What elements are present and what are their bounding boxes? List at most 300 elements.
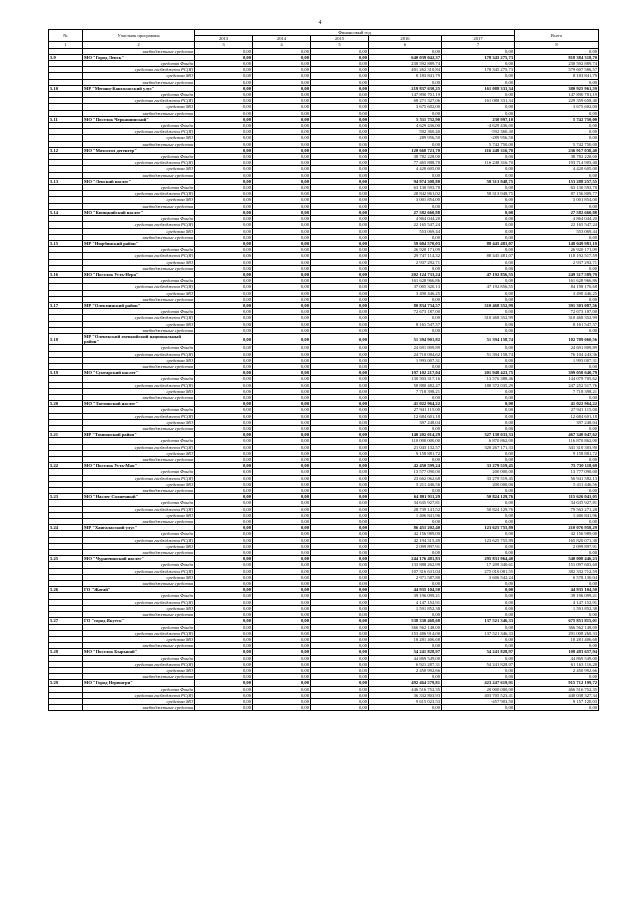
amount-cell: 0,00: [515, 265, 599, 271]
total-amount-cell: 42 450 599,24: [369, 463, 442, 469]
amount-cell: 0,00: [253, 394, 311, 400]
funding-source-label: внебюджетные средства: [83, 394, 195, 400]
total-amount-cell: 0,00: [442, 587, 515, 593]
amount-cell: 0,00: [442, 705, 515, 711]
amount-cell: 34 635 927,81: [515, 500, 599, 506]
amount-cell: 0,00: [253, 643, 311, 649]
amount-cell: 0,00: [311, 692, 369, 698]
funding-source-label: внебюджетные средства: [83, 612, 195, 618]
amount-cell: 72 673 187,00: [369, 309, 442, 315]
funding-source-label: средства МО: [83, 357, 195, 363]
header-year-2015: 2015: [311, 36, 369, 42]
total-amount-cell: 0,00: [253, 432, 311, 438]
amount-cell: 8 161 547,57: [515, 321, 599, 327]
amount-cell: 0,00: [195, 469, 253, 475]
total-amount-cell: 0,00: [253, 649, 311, 655]
amount-cell: 4 420 605,00: [515, 166, 599, 172]
amount-cell: 4 629 436,00: [369, 123, 442, 129]
amount-cell: 0,00: [442, 185, 515, 191]
amount-cell: 0,00: [442, 309, 515, 315]
amount-cell: 4 420 605,00: [369, 166, 442, 172]
funding-source-label: внебюджетные средства: [83, 519, 195, 525]
funding-source-label: средства МО: [83, 388, 195, 394]
row-number: 5.17: [49, 302, 83, 308]
amount-cell: 2 937 292,71: [369, 259, 442, 265]
amount-cell: 38 782 228,00: [515, 154, 599, 160]
amount-cell: 193 714 905,40: [515, 160, 599, 166]
amount-cell: 0,00: [195, 185, 253, 191]
funding-source-label: средства Фонда: [83, 278, 195, 284]
total-amount-cell: 108 483 657,94: [515, 649, 599, 655]
participant-name: МО "Поселок Бырынай": [83, 649, 195, 655]
amount-cell: 0,00: [253, 605, 311, 611]
amount-cell: 0,00: [253, 630, 311, 636]
funding-source-label: средства госбюджета РС(Я): [83, 253, 195, 259]
total-amount-cell: 675 851 815,01: [515, 618, 599, 624]
funding-source-label: средства госбюджета РС(Я): [83, 382, 195, 388]
amount-cell: 118 192 517,59: [515, 253, 599, 259]
total-amount-cell: 140 202 014,29: [369, 432, 442, 438]
amount-cell: 0,00: [369, 363, 442, 369]
total-amount-cell: 327 138 033,33: [442, 432, 515, 438]
amount-cell: 0,00: [195, 92, 253, 98]
amount-cell: 0,00: [195, 363, 253, 369]
amount-cell: 0,00: [195, 222, 253, 228]
total-amount-cell: 0,00: [253, 240, 311, 246]
funding-source-label: внебюджетные средства: [83, 488, 195, 494]
amount-cell: 0,00: [195, 265, 253, 271]
amount-cell: 0,00: [311, 172, 369, 178]
amount-cell: 0,00: [195, 135, 253, 141]
amount-cell: 51 394 158,74: [442, 351, 515, 357]
amount-cell: 0,00: [253, 562, 311, 568]
amount-cell: 178 345 275,73: [442, 67, 515, 73]
amount-cell: 0,00: [195, 166, 253, 172]
amount-cell: 0,00: [369, 612, 442, 618]
amount-cell: 0,00: [442, 79, 515, 85]
funding-source-label: средства госбюджета РС(Я): [83, 315, 195, 321]
total-amount-cell: 0,00: [311, 271, 369, 277]
funding-source-label: средства Фонда: [83, 686, 195, 692]
amount-cell: 0,00: [311, 110, 369, 116]
total-amount-cell: 94 974 308,80: [369, 178, 442, 184]
amount-cell: 0,00: [442, 488, 515, 494]
amount-cell: 0,00: [195, 550, 253, 556]
total-amount-cell: 0,00: [195, 556, 253, 562]
amount-cell: 22 165 547,24: [369, 222, 442, 228]
amount-cell: 0,00: [195, 488, 253, 494]
funding-source-label: средства госбюджета РС(Я): [83, 98, 195, 104]
amount-cell: 0,00: [253, 73, 311, 79]
amount-cell: 54 241 828,97: [442, 661, 515, 667]
funding-source-label: внебюджетные средства: [83, 79, 195, 85]
total-amount-cell: 0,00: [195, 494, 253, 500]
funding-source-label: внебюджетные средства: [83, 48, 195, 54]
amount-cell: 0,00: [369, 265, 442, 271]
amount-cell: 0,00: [442, 197, 515, 203]
amount-cell: 0,00: [515, 79, 599, 85]
amount-cell: 79 563 271,28: [515, 506, 599, 512]
amount-cell: 0,00: [253, 160, 311, 166]
amount-cell: 0,00: [311, 500, 369, 506]
amount-cell: 0,00: [311, 457, 369, 463]
amount-cell: 0,00: [311, 216, 369, 222]
amount-cell: 0,00: [195, 357, 253, 363]
amount-cell: 0,00: [442, 636, 515, 642]
amount-cell: 0,00: [253, 234, 311, 240]
amount-cell: 230 592 889,74: [515, 61, 599, 67]
amount-cell: 0,00: [195, 141, 253, 147]
amount-cell: 0,00: [253, 247, 311, 253]
amount-cell: 0,00: [195, 216, 253, 222]
amount-cell: 0,00: [311, 67, 369, 73]
amount-cell: 87 156 809,77: [515, 191, 599, 197]
total-amount-cell: 41 022 964,22: [369, 401, 442, 407]
amount-cell: 22 165 547,24: [515, 222, 599, 228]
amount-cell: 0,00: [253, 686, 311, 692]
amount-cell: 9 615 023,53: [369, 698, 442, 704]
col-index-8: 8: [515, 42, 599, 48]
amount-cell: 0,00: [253, 661, 311, 667]
funding-source-label: средства Фонда: [83, 309, 195, 315]
amount-cell: 0,00: [311, 667, 369, 673]
amount-cell: 0,00: [195, 309, 253, 315]
amount-cell: 0,00: [195, 123, 253, 129]
amount-cell: 0,00: [311, 351, 369, 357]
total-amount-cell: 467 340 047,62: [515, 432, 599, 438]
funding-source-label: средства Фонда: [83, 61, 195, 67]
total-amount-cell: 137 521 346,33: [442, 618, 515, 624]
amount-cell: 366 562 148,00: [369, 624, 442, 630]
funding-source-label: средства Фонда: [83, 154, 195, 160]
participant-row: [49, 333, 599, 344]
funding-source-label: средства госбюджета РС(Я): [83, 351, 195, 357]
amount-cell: 0,00: [253, 61, 311, 67]
funding-source-label: средства госбюджета РС(Я): [83, 537, 195, 543]
amount-cell: 0,00: [195, 73, 253, 79]
participant-name: ГО "город Якутск": [83, 618, 195, 624]
amount-cell: 0,00: [253, 655, 311, 661]
total-amount-cell: 540 008 446,23: [515, 556, 599, 562]
amount-cell: 0,00: [311, 550, 369, 556]
amount-cell: 0,00: [195, 129, 253, 135]
total-amount-cell: 0,00: [195, 271, 253, 277]
amount-cell: 403 705 523,41: [442, 692, 515, 698]
amount-cell: 0,00: [195, 705, 253, 711]
total-amount-cell: 0,00: [311, 116, 369, 122]
amount-cell: 0,00: [195, 568, 253, 574]
amount-cell: 0,00: [195, 382, 253, 388]
participant-name: МР "Хангаласский улус": [83, 525, 195, 531]
amount-cell: 0,00: [515, 234, 599, 240]
amount-cell: 0,00: [311, 296, 369, 302]
funding-source-label: внебюджетные средства: [83, 327, 195, 333]
funding-source-label: средства Фонда: [83, 562, 195, 568]
total-amount-cell: 818 384 318,70: [515, 54, 599, 60]
amount-cell: 0,00: [442, 407, 515, 413]
amount-cell: 0,00: [442, 426, 515, 432]
participant-name: МО "Чурапчинский наслег": [83, 556, 195, 562]
amount-cell: 0,00: [195, 426, 253, 432]
total-amount-cell: 201 948 423,75: [442, 370, 515, 376]
total-amount-cell: 102 789 060,56: [515, 333, 599, 344]
funding-source-label: внебюджетные средства: [83, 141, 195, 147]
funding-source-label: средства госбюджета РС(Я): [83, 599, 195, 605]
amount-cell: 0,00: [195, 661, 253, 667]
amount-cell: 0,00: [369, 48, 442, 54]
funding-source-label: средства госбюджета РС(Я): [83, 506, 195, 512]
total-amount-cell: 0,00: [195, 85, 253, 91]
amount-cell: 68 271 327,06: [369, 98, 442, 104]
amount-cell: 0,00: [442, 531, 515, 537]
amount-cell: 0,00: [195, 686, 253, 692]
amount-cell: 28 842 861,02: [369, 191, 442, 197]
amount-cell: 0,00: [253, 259, 311, 265]
amount-cell: 0,00: [311, 574, 369, 580]
amount-cell: 0,00: [253, 253, 311, 259]
col-index-4: 4: [253, 42, 311, 48]
amount-cell: 0,00: [311, 599, 369, 605]
total-amount-cell: 915 712 199,72: [515, 680, 599, 686]
amount-cell: 26 920 171,09: [369, 247, 442, 253]
amount-cell: 0,00: [195, 605, 253, 611]
amount-cell: 1 406 841,96: [369, 512, 442, 518]
amount-cell: 200 000,00: [442, 481, 515, 487]
amount-cell: 116 248 316,70: [442, 160, 515, 166]
amount-cell: 0,00: [253, 321, 311, 327]
amount-cell: 0,00: [253, 537, 311, 543]
funding-source-label: средства МО: [83, 543, 195, 549]
funding-source-label: средства МО: [83, 321, 195, 327]
total-amount-cell: 0,00: [195, 649, 253, 655]
amount-cell: 29 747 114,32: [369, 253, 442, 259]
amount-cell: 0,00: [515, 203, 599, 209]
total-amount-cell: 0,00: [311, 370, 369, 376]
amount-cell: 230 592 889,74: [369, 61, 442, 67]
total-amount-cell: 75 730 118,69: [515, 463, 599, 469]
amount-cell: 0,00: [442, 172, 515, 178]
amount-cell: 0,00: [195, 284, 253, 290]
amount-cell: 0,00: [195, 581, 253, 587]
amount-cell: 0,00: [442, 290, 515, 296]
amount-cell: 0,00: [442, 543, 515, 549]
amount-cell: 0,00: [442, 363, 515, 369]
amount-cell: 0,00: [311, 98, 369, 104]
amount-cell: 0,00: [311, 309, 369, 315]
funding-source-label: средства МО: [83, 512, 195, 518]
funding-source-label: внебюджетные средства: [83, 203, 195, 209]
amount-cell: 0,00: [311, 537, 369, 543]
participant-name: МО "Поселок Усть-Мая": [83, 463, 195, 469]
amount-cell: 0,00: [253, 382, 311, 388]
total-amount-cell: 153 288 257,55: [515, 178, 599, 184]
total-amount-cell: 161 088 331,34: [442, 85, 515, 91]
header-participant: Участник программы: [83, 30, 195, 42]
amount-cell: 0,00: [442, 655, 515, 661]
row-number: 5.27: [49, 618, 83, 624]
amount-cell: 0,00: [311, 624, 369, 630]
amount-cell: 0,00: [442, 612, 515, 618]
funding-source-label: средства МО: [83, 605, 195, 611]
amount-cell: 0,00: [195, 376, 253, 382]
col-index-6: 6: [369, 42, 442, 48]
amount-cell: 12 684 601,18: [369, 413, 442, 419]
amount-cell: 0,00: [311, 185, 369, 191]
amount-cell: 0,00: [311, 481, 369, 487]
amount-cell: 0,00: [442, 550, 515, 556]
amount-cell: 0,00: [311, 315, 369, 321]
amount-cell: 0,00: [253, 129, 311, 135]
amount-cell: 397 248,04: [369, 419, 442, 425]
amount-cell: 0,00: [195, 388, 253, 394]
total-amount-cell: 51 394 158,74: [442, 333, 515, 344]
total-amount-cell: 0,00: [253, 333, 311, 344]
funding-source-row: [49, 705, 599, 711]
amount-cell: 446 516 752,35: [369, 686, 442, 692]
total-amount-cell: 86 451 202,40: [369, 525, 442, 531]
amount-cell: 440 038 327,34: [515, 692, 599, 698]
funding-source-label: средства МО: [83, 166, 195, 172]
amount-cell: 0,00: [442, 419, 515, 425]
amount-cell: 0,00: [253, 407, 311, 413]
amount-cell: 0,00: [195, 481, 253, 487]
total-amount-cell: 41 022 964,22: [515, 401, 599, 407]
amount-cell: 0,00: [311, 698, 369, 704]
total-amount-cell: 210 076 958,29: [515, 525, 599, 531]
amount-cell: 0,00: [442, 247, 515, 253]
amount-cell: 0,00: [442, 228, 515, 234]
amount-cell: 0,00: [253, 438, 311, 444]
amount-cell: 4 864 044,20: [515, 216, 599, 222]
col-index-7: 7: [442, 42, 515, 48]
amount-cell: 310 468 352,99: [442, 315, 515, 321]
amount-cell: 0,00: [442, 345, 515, 351]
amount-cell: 0,00: [311, 655, 369, 661]
amount-cell: 0,00: [311, 129, 369, 135]
amount-cell: 130 503 317,16: [369, 376, 442, 382]
amount-cell: 0,00: [195, 500, 253, 506]
amount-cell: 0,00: [515, 135, 599, 141]
col-index-2: 2: [83, 42, 195, 48]
amount-cell: 0,00: [195, 667, 253, 673]
amount-cell: 0,00: [253, 92, 311, 98]
amount-cell: 0,00: [195, 79, 253, 85]
amount-cell: 39 196 099,21: [515, 593, 599, 599]
amount-cell: 0,00: [311, 438, 369, 444]
amount-cell: 0,00: [253, 135, 311, 141]
total-amount-cell: 0,00: [311, 85, 369, 91]
funding-source-label: средства Фонда: [83, 92, 195, 98]
amount-cell: 0,00: [195, 172, 253, 178]
amount-cell: 5 742 750,00: [515, 141, 599, 147]
amount-cell: 366 562 148,00: [515, 624, 599, 630]
amount-cell: 0,00: [442, 500, 515, 506]
amount-cell: 6 921 287,31: [369, 661, 442, 667]
amount-cell: 0,00: [311, 135, 369, 141]
amount-cell: 0,00: [442, 265, 515, 271]
amount-cell: 1 993 007,31: [369, 357, 442, 363]
amount-cell: 0,00: [311, 278, 369, 284]
amount-cell: 0,00: [442, 599, 515, 605]
amount-cell: 0,00: [311, 382, 369, 388]
total-amount-cell: 54 241 828,97: [442, 649, 515, 655]
amount-cell: 17 209 340,61: [442, 562, 515, 568]
amount-cell: 9 158 881,72: [515, 450, 599, 456]
amount-cell: 341 310 303,90: [515, 444, 599, 450]
amount-cell: 144 079 705,62: [515, 376, 599, 382]
total-amount-cell: 0,00: [195, 618, 253, 624]
amount-cell: 116 870 862,00: [515, 438, 599, 444]
funding-source-label: средства Фонда: [83, 469, 195, 475]
funding-source-label: средства МО: [83, 259, 195, 265]
amount-cell: 161 628 966,86: [515, 278, 599, 284]
amount-cell: 6 578 130,04: [515, 574, 599, 580]
amount-cell: 0,00: [311, 79, 369, 85]
amount-cell: 0,00: [253, 593, 311, 599]
participant-name: МО "Поселок Усть-Нера": [83, 271, 195, 277]
amount-cell: 289 956,50: [369, 135, 442, 141]
total-amount-cell: 295 831 964,40: [442, 556, 515, 562]
amount-cell: 0,00: [369, 643, 442, 649]
amount-cell: 38 782 228,00: [369, 154, 442, 160]
funding-source-label: внебюджетные средства: [83, 172, 195, 178]
funding-source-label: внебюджетные средства: [83, 581, 195, 587]
row-number: 5.11: [49, 116, 83, 122]
page-number: 4: [318, 20, 322, 26]
amount-cell: 3 606 542,24: [442, 574, 515, 580]
amount-cell: 0,00: [442, 624, 515, 630]
amount-cell: 0,00: [369, 79, 442, 85]
amount-cell: 0,00: [442, 92, 515, 98]
amount-cell: 0,00: [253, 674, 311, 680]
amount-cell: 0,00: [442, 394, 515, 400]
amount-cell: 0,00: [311, 376, 369, 382]
amount-cell: 0,00: [515, 110, 599, 116]
total-amount-cell: 0,00: [195, 240, 253, 246]
amount-cell: 2 099 897,91: [369, 543, 442, 549]
amount-cell: 0,00: [195, 259, 253, 265]
amount-cell: 0,00: [515, 488, 599, 494]
amount-cell: 0,00: [195, 655, 253, 661]
amount-cell: 0,00: [515, 581, 599, 587]
total-amount-cell: 80 834 734,57: [369, 302, 442, 308]
amount-cell: 0,00: [311, 327, 369, 333]
table-body: [49, 48, 599, 711]
amount-cell: 0,00: [253, 568, 311, 574]
row-number: 5.16: [49, 271, 83, 277]
amount-cell: 0,00: [195, 197, 253, 203]
amount-cell: 76 104 243,36: [515, 351, 599, 357]
amount-cell: 0,00: [195, 512, 253, 518]
funding-source-label: средства госбюджета РС(Я): [83, 284, 195, 290]
amount-cell: 401 262 310,84: [369, 67, 442, 73]
funding-source-label: средства Фонда: [83, 376, 195, 382]
total-amount-cell: 0,00: [311, 54, 369, 60]
amount-cell: 0,00: [442, 327, 515, 333]
funding-source-label: средства госбюджета РС(Я): [83, 222, 195, 228]
funding-source-label: средства госбюджета РС(Я): [83, 67, 195, 73]
total-amount-cell: 0,00: [253, 370, 311, 376]
amount-cell: 0,00: [195, 519, 253, 525]
amount-cell: 0,00: [369, 457, 442, 463]
amount-cell: 397 248,04: [515, 419, 599, 425]
row-number: 5.22: [49, 463, 83, 469]
amount-cell: 592 360,40: [369, 129, 442, 135]
total-amount-cell: 0,00: [253, 556, 311, 562]
total-amount-cell: 0,00: [311, 240, 369, 246]
amount-cell: 0,00: [195, 698, 253, 704]
total-amount-cell: 0,00: [253, 463, 311, 469]
